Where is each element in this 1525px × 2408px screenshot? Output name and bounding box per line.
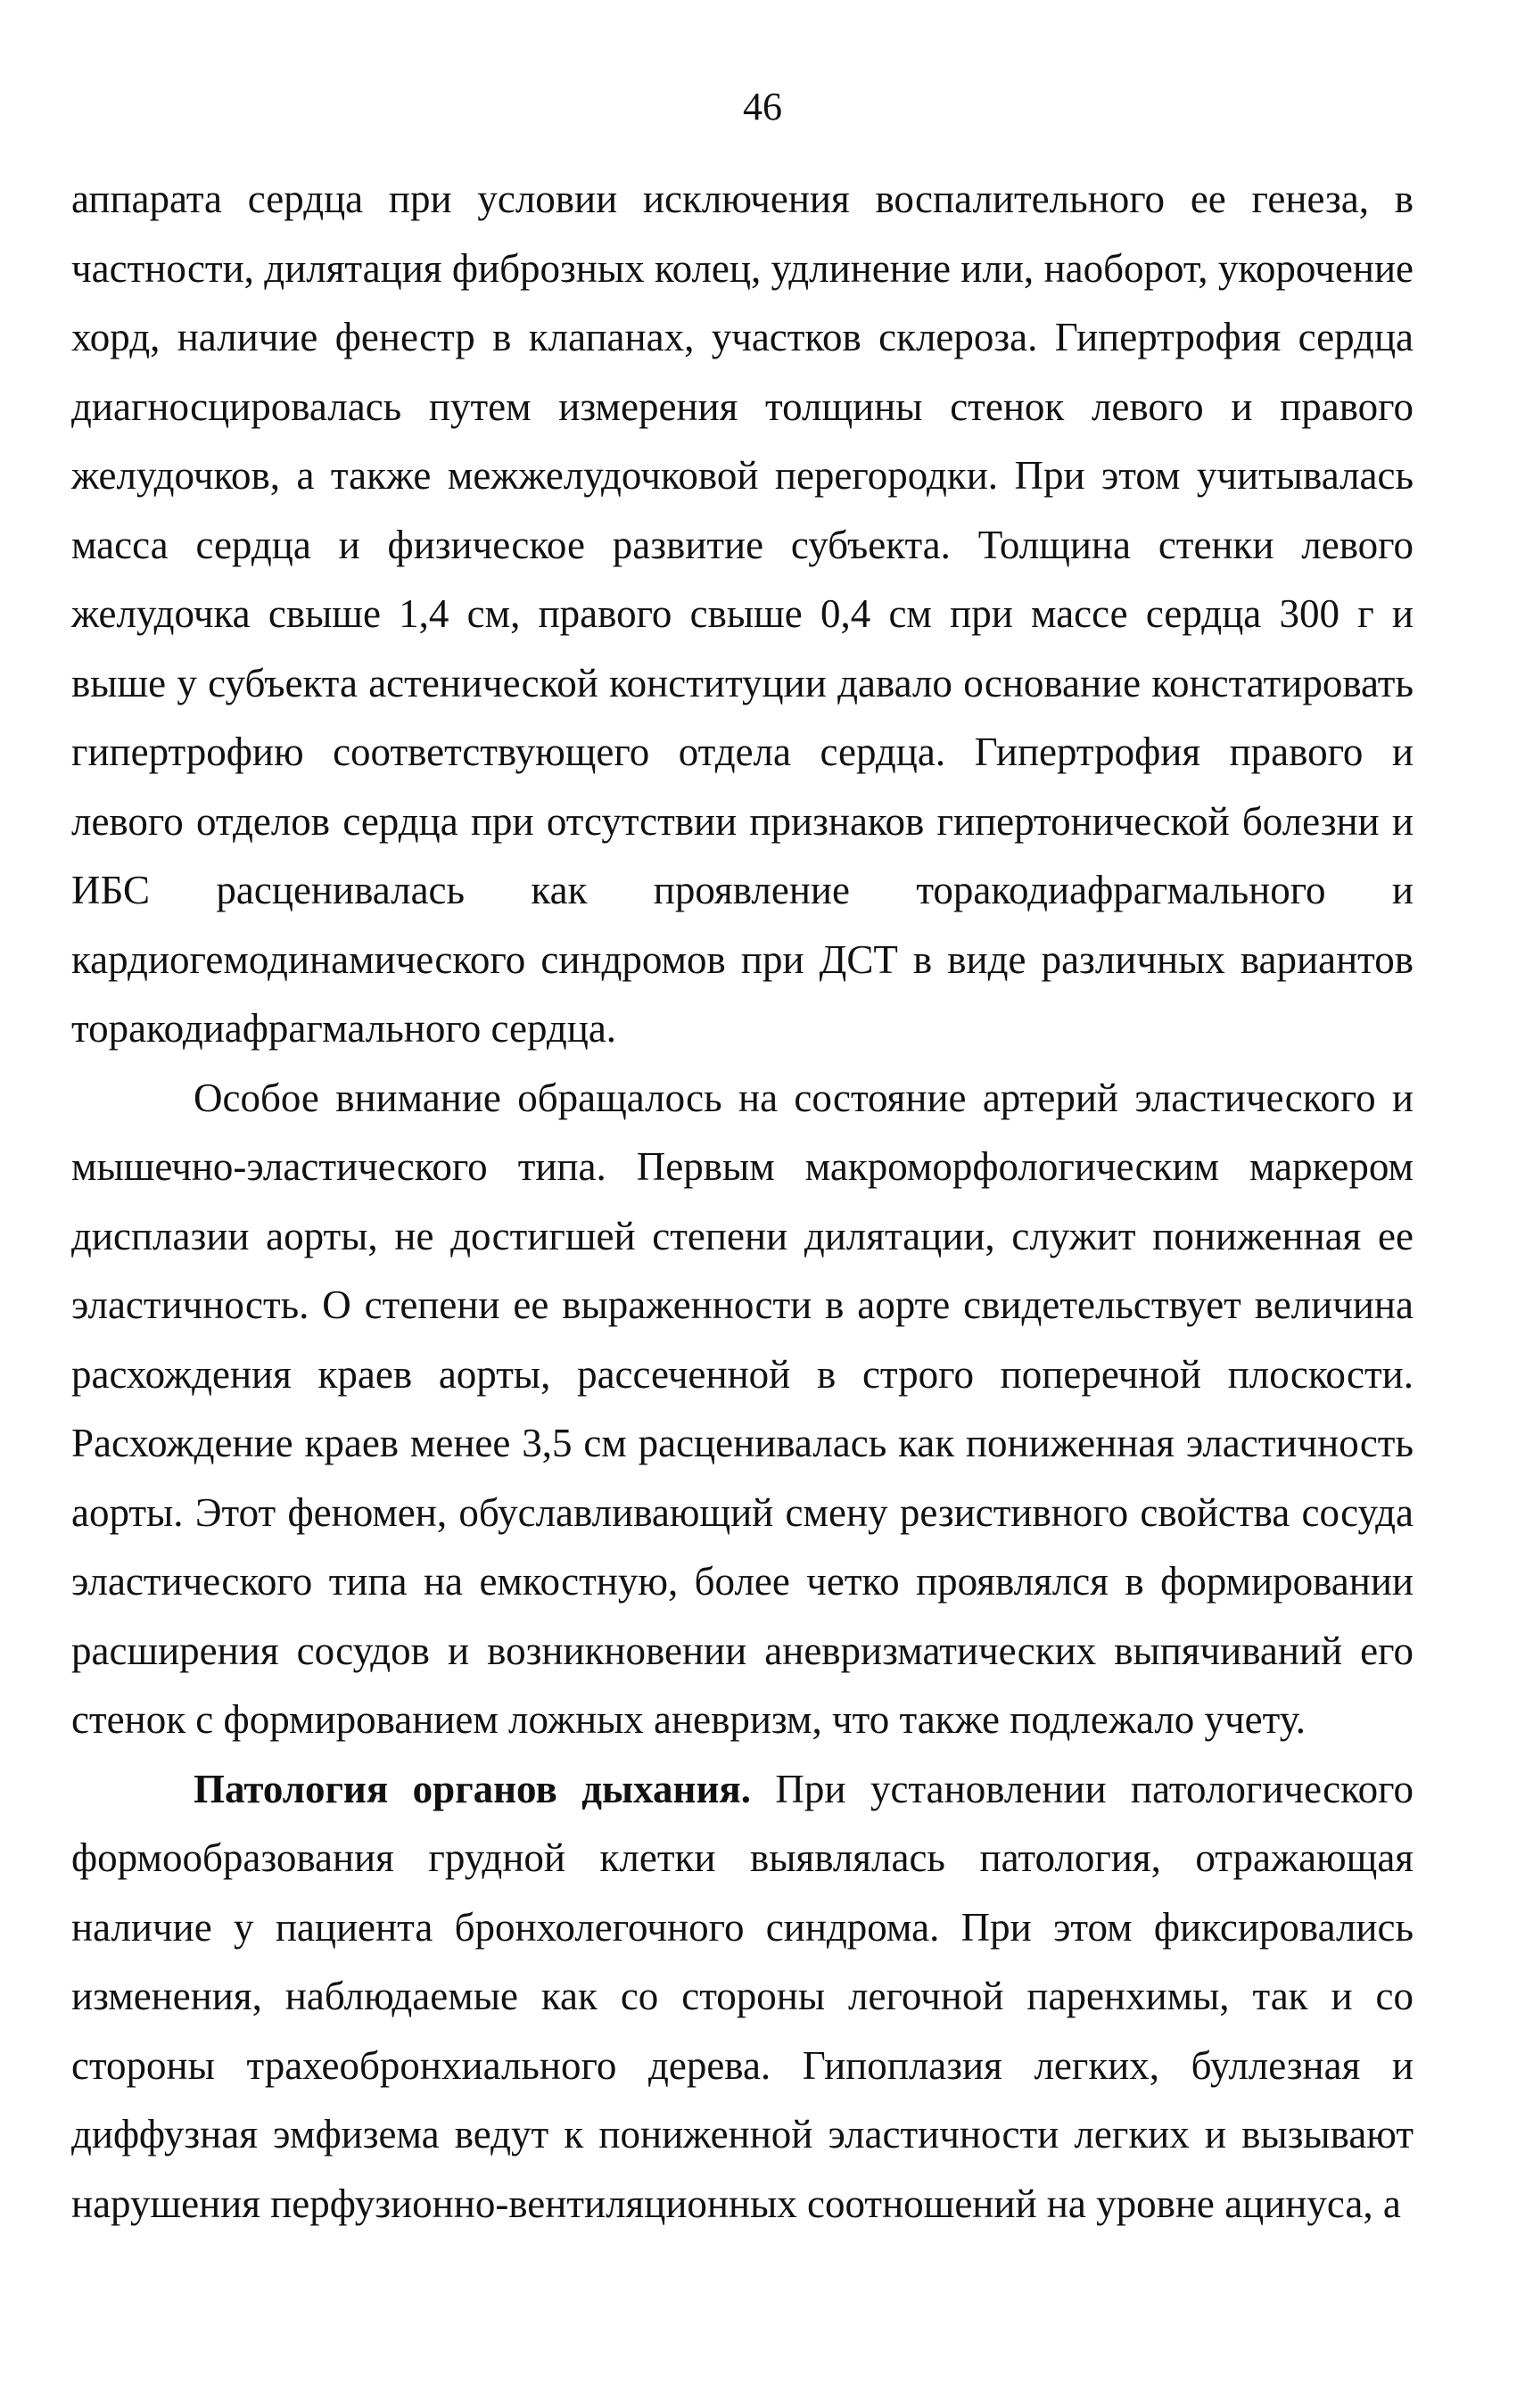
- section-heading-respiratory: Патология органов дыхания.: [194, 1766, 751, 1811]
- paragraph-respiratory-pathology: [71, 1755, 1414, 2239]
- body-text: [71, 165, 1414, 2239]
- page-number: 46: [743, 85, 782, 128]
- paragraph-heart-hypertrophy: аппарата сердца при условии исключения воспалительного ее генеза, в частности, дилятация фиброзных колец, удлинение или, наоборот, укорочение хорд, наличие фенестр в клапанах, участков склероза. Гипертрофия сердца диагносцировалась путем измерения толщины стенок левого и правого желудочков, а также межжелудочковой перегородки. При этом учитывалась масса сердца и физическое развитие субъекта. Толщина стенки левого желудочка свыше 1,4 см, правого свыше 0,4 см при массе сердца 300 г и выше у субъекта астенической конституции давало основание констатировать гипертрофию соответствующего отдела сердца. Гипертрофия правого и левого отделов сердца при отсутствии признаков гипертонической болезни и ИБС расценивалась как проявление торакодиафрагмального и кардиогемодинамического синдромов при ДСТ в виде различных вариантов торакодиафрагмального сердца.: [71, 177, 1414, 1051]
- paragraph-aorta-elasticity: Особое внимание обращалось на состояние артерий эластического и мышечно-эластического типа. Первым макроморфологическим маркером дисплазии аорты, не достигшей степени дилятации, служит пониженная ее эластичность. О степени ее выраженности в аорте свидетельствует величина расхождения краев аорты, рассеченной в строго поперечной плоскости. Расхождение краев менее 3,5 см расценивалась как пониженная эластичность аорты. Этот феномен, обуславливающий смену резистивного свойства сосуда эластического типа на емкостную, более четко проявлялся в формировании расширения сосудов и возникновении аневризматических выпячиваний его стенок с формированием ложных аневризм, что также подлежало учету.: [71, 1075, 1414, 1742]
- paragraph-respiratory-text: При установлении патологического формообразования грудной клетки выявлялась патология, отражающая наличие у пациента бронхолегочного синдрома. При этом фиксировались изменения, наблюдаемые как со стороны легочной паренхимы, так и со стороны трахеобронхиального дерева. Гипоплазия легких, буллезная и диффузная эмфизема ведут к пониженной эластичности легких и вызывают нарушения перфузионно-вентиляционных соотношений на уровне ацинуса, а: [71, 1766, 1414, 2226]
